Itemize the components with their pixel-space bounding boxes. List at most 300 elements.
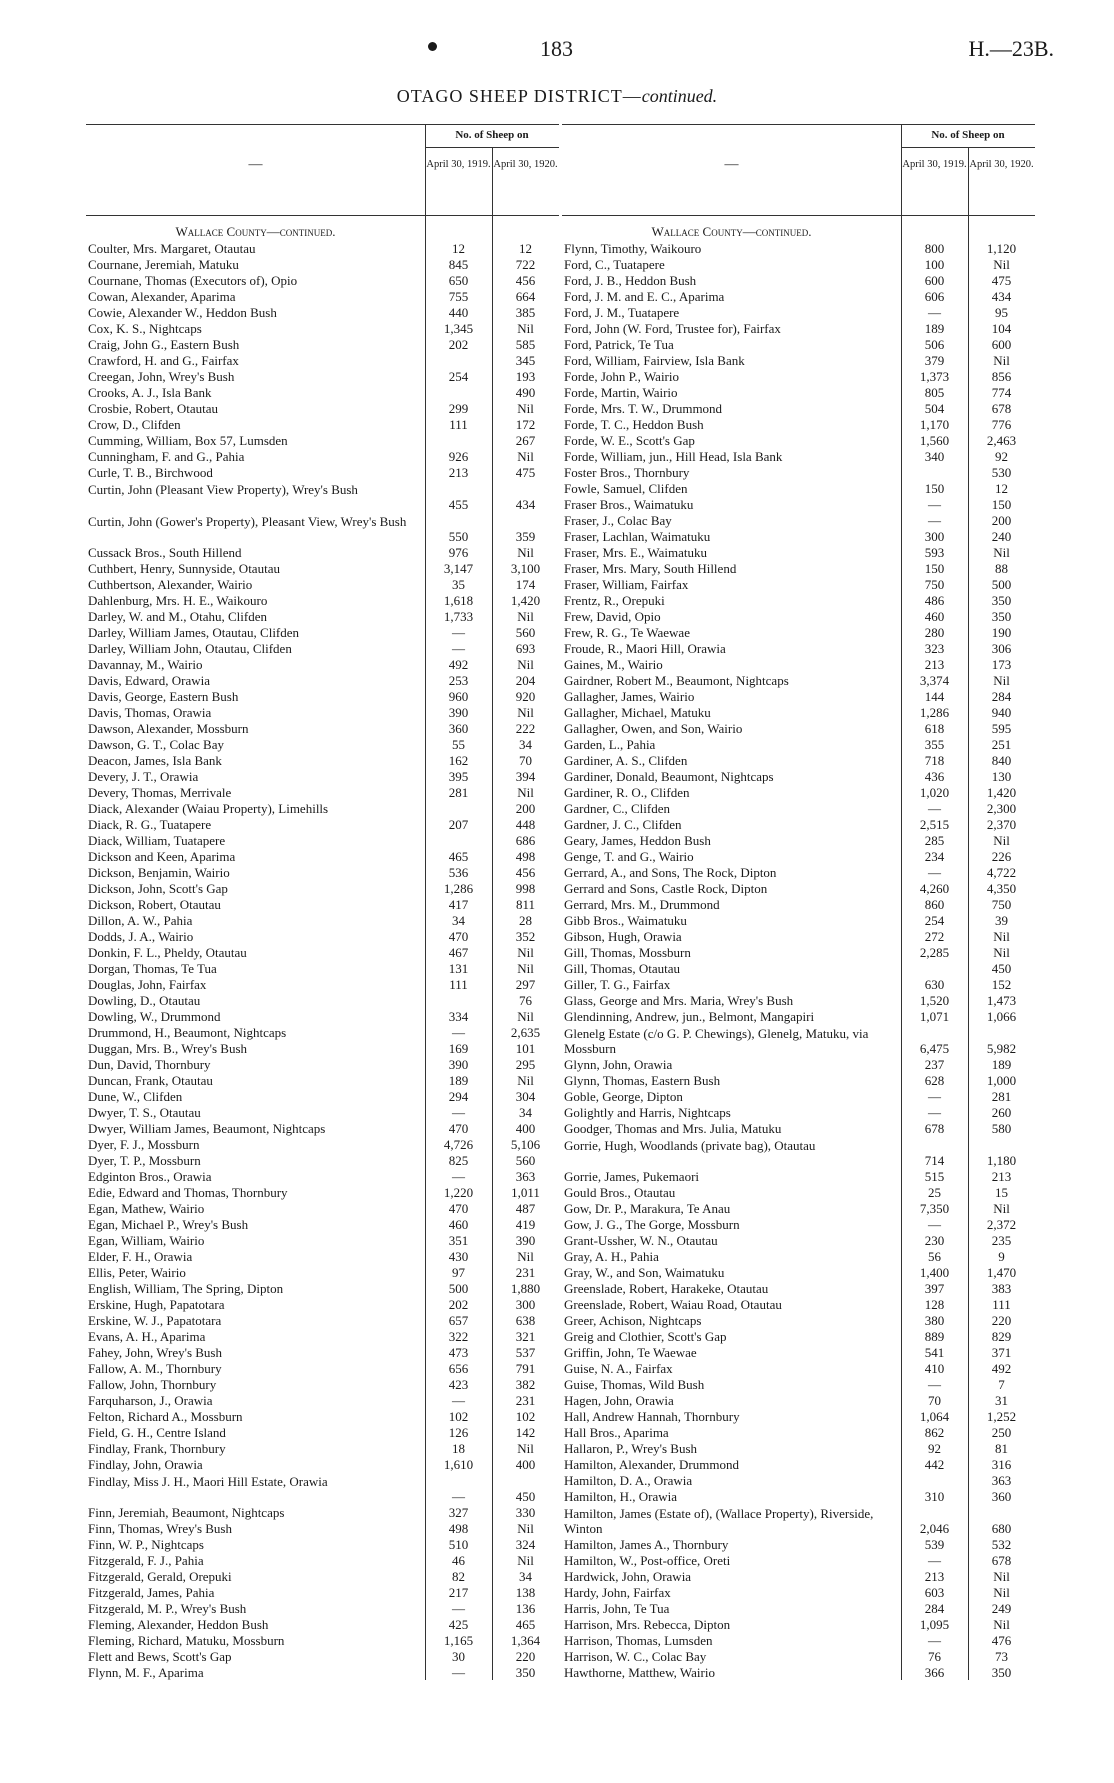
owner-name-cell: Fitzgerald, James, Pahia xyxy=(88,1585,215,1600)
page-title xyxy=(0,86,1114,107)
owner-name-cell: Greer, Achison, Nightcaps xyxy=(564,1313,702,1328)
sheep-1920-cell: 9 xyxy=(998,1249,1005,1264)
table-row xyxy=(86,1328,559,1344)
sheep-1920-cell: 776 xyxy=(991,417,1012,432)
sheep-1919-cell: — xyxy=(452,1489,465,1504)
sheep-1919-cell: 1,345 xyxy=(443,321,474,336)
table-row xyxy=(86,752,559,768)
sheep-1919-cell: 92 xyxy=(928,1441,941,1456)
table-row xyxy=(562,1168,1035,1184)
sheep-1919-cell: 430 xyxy=(448,1249,469,1264)
sheep-1919-cell: 4,260 xyxy=(919,881,950,896)
sheep-1920-cell: Nil xyxy=(993,1201,1010,1216)
table-row xyxy=(86,1296,559,1312)
owner-name-cell: Findlay, Miss J. H., Maori Hill Estate, Orawia xyxy=(88,1474,328,1489)
owner-name-cell: Hamilton, W., Post-office, Oreti xyxy=(564,1553,731,1568)
table-row xyxy=(562,320,1035,336)
sheep-1919-cell: 470 xyxy=(448,1121,469,1136)
owner-name-cell: Dickson and Keen, Aparima xyxy=(88,849,236,864)
title-main: OTAGO SHEEP DISTRICT— xyxy=(396,86,642,106)
owner-name-cell: Dawson, G. T., Colac Bay xyxy=(88,737,224,752)
sheep-1919-cell: 284 xyxy=(924,1601,945,1616)
sheep-1920-cell: 352 xyxy=(515,929,536,944)
sheep-1919-cell: 111 xyxy=(449,977,468,992)
owner-name-cell: Fallow, A. M., Thornbury xyxy=(88,1361,222,1376)
sheep-1920-cell: 150 xyxy=(991,497,1012,512)
sheep-1920-cell: 231 xyxy=(515,1393,536,1408)
sheep-1919-cell: 2,515 xyxy=(919,817,950,832)
owner-name-cell: Crosbie, Robert, Otautau xyxy=(88,401,218,416)
owner-name-cell: Genge, T. and G., Wairio xyxy=(564,849,694,864)
sheep-1919-cell: 294 xyxy=(448,1089,469,1104)
owner-name-cell: Gill, Thomas, Mossburn xyxy=(564,945,691,960)
sheep-1919-cell: 144 xyxy=(924,689,945,704)
sheep-1919-cell: 97 xyxy=(452,1265,465,1280)
owner-name-cell: Gerrard, A., and Sons, The Rock, Dipton xyxy=(564,865,777,880)
sheep-1919-cell: — xyxy=(928,1633,941,1648)
sheep-1920-cell: 284 xyxy=(991,689,1012,704)
sheep-1920-cell: 4,722 xyxy=(986,865,1017,880)
table-row xyxy=(86,1456,559,1472)
sheep-1920-cell: 222 xyxy=(515,721,536,736)
sheep-1919-cell: 498 xyxy=(448,1521,469,1536)
sheep-1920-cell: Nil xyxy=(517,401,534,416)
right-table-body xyxy=(562,216,1035,1680)
table-row xyxy=(562,912,1035,928)
owner-name-cell: Dickson, John, Scott's Gap xyxy=(88,881,228,896)
table-row xyxy=(562,1552,1035,1568)
owner-name-cell: Finn, W. P., Nightcaps xyxy=(88,1537,204,1552)
table-row xyxy=(562,352,1035,368)
sheep-1920-cell: 172 xyxy=(515,417,536,432)
owner-name-cell: Giller, T. G., Fairfax xyxy=(564,977,671,992)
sheep-1920-cell: 249 xyxy=(991,1601,1012,1616)
owner-name-cell: Golightly and Harris, Nightcaps xyxy=(564,1105,731,1120)
sheep-1920-cell: 856 xyxy=(991,369,1012,384)
owner-name-cell: Finn, Jeremiah, Beaumont, Nightcaps xyxy=(88,1505,285,1520)
owner-name-cell: Ford, C., Tuatapere xyxy=(564,257,665,272)
owner-name-cell: Frentz, R., Orepuki xyxy=(564,593,665,608)
page-header xyxy=(0,36,1114,60)
table-row xyxy=(86,848,559,864)
sheep-1919-cell: 76 xyxy=(928,1649,941,1664)
owner-name-cell: Frew, R. G., Te Waewae xyxy=(564,625,690,640)
page-number: 183 xyxy=(540,36,573,61)
sheep-1920-cell: 95 xyxy=(995,305,1008,320)
sheep-1920-cell: Nil xyxy=(517,1249,534,1264)
sheep-1919-cell: 360 xyxy=(448,721,469,736)
sheep-1919-cell: 111 xyxy=(449,417,468,432)
owner-name-cell: Gardiner, Donald, Beaumont, Nightcaps xyxy=(564,769,774,784)
table-row xyxy=(86,1632,559,1648)
sheep-1920-cell: 456 xyxy=(515,865,536,880)
owner-name-cell: Farquharson, J., Orawia xyxy=(88,1393,213,1408)
sheep-1919-cell: — xyxy=(452,1169,465,1184)
sheep-1920-cell: 382 xyxy=(515,1377,536,1392)
owner-name-cell: Gaines, M., Wairio xyxy=(564,657,663,672)
owner-name-cell: Erskine, Hugh, Papatotara xyxy=(88,1297,225,1312)
sheep-1919-cell: 254 xyxy=(448,369,469,384)
sheep-1920-cell: 811 xyxy=(515,897,536,912)
table-row xyxy=(562,240,1035,256)
sheep-1920-cell: 774 xyxy=(991,385,1012,400)
sheep-1920-cell: 88 xyxy=(995,561,1008,576)
sheep-1919-cell: 34 xyxy=(452,913,465,928)
sheep-1920-cell: 220 xyxy=(515,1649,536,1664)
sheep-1920-cell: 487 xyxy=(515,1201,536,1216)
owner-name-cell: Glendinning, Andrew, jun., Belmont, Mangapiri xyxy=(564,1009,815,1024)
table-row xyxy=(86,1552,559,1568)
table-row xyxy=(562,400,1035,416)
sheep-1919-cell: 300 xyxy=(924,529,945,544)
sheep-1920-cell: 173 xyxy=(991,657,1012,672)
table-row xyxy=(86,1104,559,1120)
owner-name-cell: Garden, L., Pahia xyxy=(564,737,656,752)
right-table xyxy=(562,124,1035,1680)
sheep-1919-cell: 280 xyxy=(924,625,945,640)
owner-name-cell: Curtin, John (Gower's Property), Pleasant View, Wrey's Bush xyxy=(88,514,407,529)
sheep-1920-cell: 664 xyxy=(515,289,536,304)
table-row xyxy=(562,976,1035,992)
sheep-1919-cell: — xyxy=(928,1217,941,1232)
sheep-1919-cell: — xyxy=(928,1105,941,1120)
sheep-1920-cell: 537 xyxy=(515,1345,536,1360)
owner-name-cell: Fahey, John, Wrey's Bush xyxy=(88,1345,222,1360)
sheep-1919-cell: 390 xyxy=(448,705,469,720)
sheep-1919-cell: 976 xyxy=(448,545,469,560)
owner-name-cell: Crow, D., Clifden xyxy=(88,417,181,432)
sheep-1920-cell: 722 xyxy=(515,257,536,272)
table-row xyxy=(86,464,559,480)
table-row xyxy=(562,1488,1035,1504)
left-table-body xyxy=(86,216,559,1680)
sheep-1919-cell: 500 xyxy=(448,1281,469,1296)
table-row xyxy=(86,512,559,544)
owner-name-cell: Fitzgerald, M. P., Wrey's Bush xyxy=(88,1601,247,1616)
table-row xyxy=(562,1248,1035,1264)
sheep-1919-cell: — xyxy=(928,305,941,320)
table-row xyxy=(86,816,559,832)
owner-name-cell: Erskine, W. J., Papatotara xyxy=(88,1313,222,1328)
sheep-1919-cell: 102 xyxy=(448,1409,469,1424)
sheep-1919-cell: 860 xyxy=(924,897,945,912)
table-row xyxy=(562,1504,1035,1536)
sheep-1920-cell: 2,300 xyxy=(986,801,1017,816)
table-row xyxy=(562,1440,1035,1456)
table-row xyxy=(86,768,559,784)
sheep-1919-cell: 755 xyxy=(448,289,469,304)
owner-name-cell: Devery, J. T., Orawia xyxy=(88,769,199,784)
table-row xyxy=(86,1312,559,1328)
table-row xyxy=(86,448,559,464)
owner-name-cell: Craig, John G., Eastern Bush xyxy=(88,337,240,352)
sheep-1919-cell: 800 xyxy=(924,241,945,256)
table-row xyxy=(86,560,559,576)
sheep-1920-cell: 350 xyxy=(515,1665,536,1680)
table-row xyxy=(86,1648,559,1664)
owner-name-cell: Hawthorne, Matthew, Wairio xyxy=(564,1665,715,1680)
sheep-1920-cell: 350 xyxy=(991,593,1012,608)
sheep-1919-cell: 334 xyxy=(448,1009,469,1024)
sheep-1920-cell: Nil xyxy=(993,1617,1010,1632)
table-row xyxy=(86,1360,559,1376)
owner-name-cell: Flynn, Timothy, Waikouro xyxy=(564,241,702,256)
table-row xyxy=(86,720,559,736)
sheep-1920-cell: 267 xyxy=(515,433,536,448)
owner-name-cell: Cussack Bros., South Hillend xyxy=(88,545,242,560)
sheep-1919-cell: 340 xyxy=(924,449,945,464)
sheep-1919-cell: 1,220 xyxy=(443,1185,474,1200)
table-row xyxy=(86,400,559,416)
table-row xyxy=(562,384,1035,400)
table-row xyxy=(562,1456,1035,1472)
sheep-1920-cell: 1,364 xyxy=(510,1633,541,1648)
sheep-1920-cell: 363 xyxy=(515,1169,536,1184)
table-row xyxy=(562,784,1035,800)
table-row xyxy=(86,1232,559,1248)
sheep-1920-cell: 434 xyxy=(515,497,536,512)
owner-name-cell: Ford, Patrick, Te Tua xyxy=(564,337,674,352)
left-table-header xyxy=(86,124,559,216)
sheep-1919-cell: — xyxy=(928,1089,941,1104)
sheep-1920-cell: 580 xyxy=(991,1121,1012,1136)
sheep-1920-cell: 560 xyxy=(515,1153,536,1168)
sheep-1919-cell: 1,286 xyxy=(919,705,950,720)
owner-name-cell: Cournane, Jeremiah, Matuku xyxy=(88,257,239,272)
sheep-1920-cell: 829 xyxy=(991,1329,1012,1344)
table-row xyxy=(86,800,559,816)
table-row xyxy=(562,1216,1035,1232)
table-row xyxy=(86,736,559,752)
owner-name-cell: Dodds, J. A., Wairio xyxy=(88,929,194,944)
owner-name-cell: Gallagher, Owen, and Son, Wairio xyxy=(564,721,743,736)
sheep-1920-cell: 213 xyxy=(991,1169,1012,1184)
owner-name-cell: Griffin, John, Te Waewae xyxy=(564,1345,697,1360)
owner-name-cell: Fraser, Mrs. E., Waimatuku xyxy=(564,545,707,560)
owner-name-cell: Hamilton, H., Orawia xyxy=(564,1489,678,1504)
sheep-1920-cell: 316 xyxy=(991,1457,1012,1472)
table-row xyxy=(86,1200,559,1216)
table-row xyxy=(86,960,559,976)
owner-name-cell: Felton, Richard A., Mossburn xyxy=(88,1409,243,1424)
owner-name-cell: Darley, W. and M., Otahu, Clifden xyxy=(88,609,267,624)
bullet-mark xyxy=(428,42,437,51)
owner-name-cell: Harrison, Mrs. Rebecca, Dipton xyxy=(564,1617,731,1632)
table-row xyxy=(86,1136,559,1152)
col-1919-header: April 30, 1919. xyxy=(902,159,967,170)
table-row xyxy=(562,960,1035,976)
owner-name-cell: Gill, Thomas, Otautau xyxy=(564,961,681,976)
owner-name-cell: Field, G. H., Centre Island xyxy=(88,1425,226,1440)
sheep-1920-cell: 73 xyxy=(995,1649,1008,1664)
table-row xyxy=(562,1632,1035,1648)
sheep-1919-cell: 4,726 xyxy=(443,1137,474,1152)
sheep-1919-cell: 600 xyxy=(924,273,945,288)
owner-name-cell: Greenslade, Robert, Harakeke, Otautau xyxy=(564,1281,769,1296)
owner-name-cell: Cowan, Alexander, Aparima xyxy=(88,289,236,304)
sheep-1919-cell: 2,285 xyxy=(919,945,950,960)
table-row xyxy=(562,848,1035,864)
owner-name-cell: Hall Bros., Aparima xyxy=(564,1425,669,1440)
sheep-1919-cell: 550 xyxy=(448,529,469,544)
sheep-1920-cell: 394 xyxy=(515,769,536,784)
sheep-1920-cell: 686 xyxy=(515,833,536,848)
sheep-1919-cell: 486 xyxy=(924,593,945,608)
sheep-1919-cell: 1,733 xyxy=(443,609,474,624)
sheep-1919-cell: 272 xyxy=(924,929,945,944)
table-row xyxy=(86,1168,559,1184)
owner-name-cell: Gray, A. H., Pahia xyxy=(564,1249,659,1264)
sheep-1919-cell: 750 xyxy=(924,577,945,592)
sheep-1920-cell: Nil xyxy=(517,321,534,336)
table-row xyxy=(562,432,1035,448)
sheep-1919-cell: 213 xyxy=(924,1569,945,1584)
sheep-1919-cell: 656 xyxy=(448,1361,469,1376)
table-row xyxy=(86,576,559,592)
table-row xyxy=(562,880,1035,896)
sheep-1920-cell: Nil xyxy=(517,961,534,976)
owner-name-cell: Geary, James, Heddon Bush xyxy=(564,833,711,848)
owner-name-cell: Forde, William, jun., Hill Head, Isla Bank xyxy=(564,449,783,464)
owner-name-cell: Gibson, Hugh, Orawia xyxy=(564,929,682,944)
sheep-1920-cell: 300 xyxy=(515,1297,536,1312)
sheep-1920-cell: Nil xyxy=(517,705,534,720)
sheep-1919-cell: — xyxy=(928,1553,941,1568)
owner-name-cell: Cowie, Alexander W., Heddon Bush xyxy=(88,305,277,320)
sheep-1919-cell: 515 xyxy=(924,1169,945,1184)
table-row xyxy=(86,320,559,336)
owner-name-cell: Evans, A. H., Aparima xyxy=(88,1329,206,1344)
table-row xyxy=(562,1280,1035,1296)
table-row xyxy=(562,896,1035,912)
sheep-1920-cell: 385 xyxy=(515,305,536,320)
sheep-1920-cell: Nil xyxy=(993,833,1010,848)
table-row xyxy=(562,368,1035,384)
owner-name-cell: Hardwick, John, Orawia xyxy=(564,1569,692,1584)
table-row xyxy=(562,336,1035,352)
sheep-1919-cell: — xyxy=(452,1665,465,1680)
sheep-1919-cell: 35 xyxy=(452,577,465,592)
owner-name-cell: Cuthbert, Henry, Sunnyside, Otautau xyxy=(88,561,280,576)
document-reference: H.—23B. xyxy=(968,36,1054,61)
owner-name-cell: Duggan, Mrs. B., Wrey's Bush xyxy=(88,1041,248,1056)
owner-name-cell: Findlay, John, Orawia xyxy=(88,1457,203,1472)
sheep-1920-cell: 104 xyxy=(991,321,1012,336)
sheep-1920-cell: 111 xyxy=(992,1297,1011,1312)
owner-name-cell: Gardiner, R. O., Clifden xyxy=(564,785,690,800)
sheep-1919-cell: 126 xyxy=(448,1425,469,1440)
sheep-1920-cell: 500 xyxy=(991,577,1012,592)
sheep-1919-cell: — xyxy=(928,513,941,528)
owner-name-cell: Gow, Dr. P., Marakura, Te Anau xyxy=(564,1201,731,1216)
table-row xyxy=(86,1248,559,1264)
owner-name-cell: Guise, N. A., Fairfax xyxy=(564,1361,673,1376)
sheep-1919-cell: 213 xyxy=(924,657,945,672)
owner-name-cell: Fraser Bros., Waimatuku xyxy=(564,497,694,512)
owner-name-cell: Fraser, J., Colac Bay xyxy=(564,513,672,528)
sheep-1920-cell: 142 xyxy=(515,1425,536,1440)
owner-name-cell: Greenslade, Robert, Waiau Road, Otautau xyxy=(564,1297,782,1312)
sheep-1919-cell: 1,165 xyxy=(443,1633,474,1648)
sheep-1919-cell: 603 xyxy=(924,1585,945,1600)
sheep-1919-cell: 395 xyxy=(448,769,469,784)
owner-name-cell: Fitzgerald, Gerald, Orepuki xyxy=(88,1569,232,1584)
table-row xyxy=(562,1600,1035,1616)
table-row xyxy=(86,544,559,560)
table-row xyxy=(562,288,1035,304)
sheep-1920-cell: 15 xyxy=(995,1185,1008,1200)
table-row xyxy=(86,1024,559,1040)
owner-name-cell: Dun, David, Thornbury xyxy=(88,1057,211,1072)
table-row xyxy=(86,832,559,848)
sheep-1919-cell: 1,095 xyxy=(919,1617,950,1632)
sheep-1920-cell: 200 xyxy=(515,801,536,816)
owner-name-cell: Darley, William James, Otautau, Clifden xyxy=(88,625,300,640)
sheep-1920-cell: 680 xyxy=(991,1521,1012,1536)
owner-name-cell: Fitzgerald, F. J., Pahia xyxy=(88,1553,204,1568)
owner-name-cell: Diack, Alexander (Waiau Property), Limehills xyxy=(88,801,329,816)
table-row xyxy=(562,1296,1035,1312)
owner-name-cell: Davis, Edward, Orawia xyxy=(88,673,211,688)
owner-name-cell: Dyer, F. J., Mossburn xyxy=(88,1137,200,1152)
sheep-1919-cell: 351 xyxy=(448,1233,469,1248)
sheep-1919-cell: — xyxy=(928,801,941,816)
sheep-1920-cell: Nil xyxy=(517,945,534,960)
owner-name-cell: Cunningham, F. and G., Pahia xyxy=(88,449,245,464)
sheep-1920-cell: 240 xyxy=(991,529,1012,544)
table-row xyxy=(86,1408,559,1424)
owner-name-cell: Dawson, Alexander, Mossburn xyxy=(88,721,249,736)
table-row xyxy=(562,1408,1035,1424)
sheep-1919-cell: 862 xyxy=(924,1425,945,1440)
sheep-1919-cell: 1,618 xyxy=(443,593,474,608)
owner-name-cell: Forde, John P., Wairio xyxy=(564,369,679,384)
table-row xyxy=(562,688,1035,704)
sheep-1920-cell: 345 xyxy=(515,353,536,368)
sheep-1919-cell: 714 xyxy=(924,1153,945,1168)
sheep-1920-cell: 450 xyxy=(991,961,1012,976)
table-row xyxy=(86,240,559,256)
sheep-1920-cell: 1,420 xyxy=(986,785,1017,800)
sheep-1919-cell: 650 xyxy=(448,273,469,288)
table-row xyxy=(562,1568,1035,1584)
section-heading: Wallace County—continued. xyxy=(651,224,812,239)
table-row xyxy=(562,1200,1035,1216)
table-row xyxy=(562,1008,1035,1024)
table-row xyxy=(86,1088,559,1104)
col-1920-header: April 30, 1920. xyxy=(969,159,1034,170)
owner-name-cell: Flett and Bews, Scott's Gap xyxy=(88,1649,232,1664)
table-row xyxy=(86,1056,559,1072)
sheep-1920-cell: 530 xyxy=(991,465,1012,480)
owner-name-cell: Hamilton, James A., Thornbury xyxy=(564,1537,729,1552)
table-row xyxy=(562,656,1035,672)
table-row xyxy=(86,1184,559,1200)
owner-name-cell: Dwyer, T. S., Otautau xyxy=(88,1105,201,1120)
sheep-1919-cell: 1,610 xyxy=(443,1457,474,1472)
sheep-1920-cell: 465 xyxy=(515,1617,536,1632)
sheep-1919-cell: 281 xyxy=(448,785,469,800)
table-row xyxy=(562,1264,1035,1280)
owner-name-cell: Hagen, John, Orawia xyxy=(564,1393,674,1408)
sheep-1920-cell: 7 xyxy=(998,1377,1005,1392)
owner-name-cell: Ellis, Peter, Wairio xyxy=(88,1265,186,1280)
sheep-1920-cell: 226 xyxy=(991,849,1012,864)
owner-name-cell: Hall, Andrew Hannah, Thornbury xyxy=(564,1409,740,1424)
owner-name-cell: Cumming, William, Box 57, Lumsden xyxy=(88,433,288,448)
owner-name-cell: Gardner, J. C., Clifden xyxy=(564,817,682,832)
table-row xyxy=(86,352,559,368)
